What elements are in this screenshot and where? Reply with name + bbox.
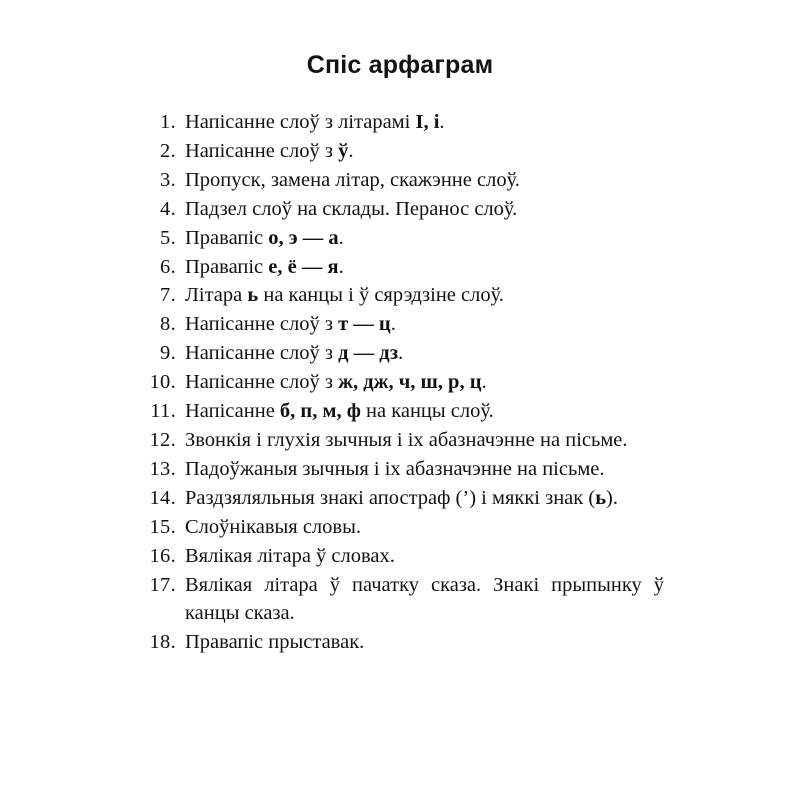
- emphasised-letters: ь: [247, 284, 259, 307]
- list-item-number: 17.: [149, 573, 176, 596]
- text-run: Звонкія і глухія зычныя і іх абазначэнне на пісьме.: [185, 428, 628, 451]
- text-run: .: [481, 371, 487, 394]
- list-item-number: 15.: [149, 515, 176, 538]
- list-item: [136, 108, 664, 137]
- list-item-number: 2.: [160, 139, 176, 162]
- text-run: .: [348, 139, 354, 162]
- list-item-text: [185, 166, 664, 195]
- list-item-number: 3.: [160, 168, 176, 191]
- emphasised-letters: ь: [595, 486, 607, 509]
- list-item-text: [185, 397, 664, 426]
- list-item-text: [185, 513, 664, 542]
- list-item: [136, 542, 664, 571]
- text-run: Напісанне слоў з літарамі: [185, 111, 416, 133]
- text-run: Напісанне слоў з: [185, 313, 339, 336]
- list-item-number: 13.: [149, 457, 176, 480]
- list-item: [136, 571, 664, 629]
- text-run: Літара: [185, 284, 248, 307]
- list-item-number: 4.: [160, 197, 176, 220]
- list-item-number: 16.: [149, 544, 176, 567]
- list-item-text: [185, 195, 664, 224]
- list-item-number: 10.: [149, 371, 176, 394]
- list-item: [136, 166, 664, 195]
- text-run: Падзел слоў на склады. Перанос слоў.: [185, 197, 518, 220]
- list-item-number: 1.: [160, 111, 176, 133]
- list-item: [136, 484, 664, 513]
- text-run: Напісанне: [185, 400, 280, 423]
- list-item: [136, 368, 664, 397]
- text-run: .: [439, 111, 445, 133]
- text-run: Раздзяляльныя знакі апостраф (’) і мяккі знак (: [185, 486, 596, 509]
- list-item-text: [185, 484, 664, 513]
- list-item-number: 5.: [160, 226, 176, 249]
- list-item-text: [185, 368, 664, 397]
- list-item-text: [185, 628, 664, 657]
- text-run: .: [398, 342, 404, 365]
- list-item-number: 12.: [149, 428, 176, 451]
- list-item-number: 7.: [160, 284, 176, 307]
- emphasised-letters: ў: [338, 139, 349, 162]
- list-item-text: [185, 224, 664, 253]
- list-item-text: [185, 571, 664, 629]
- text-run: .: [390, 313, 396, 336]
- list-item-number: 8.: [160, 313, 176, 336]
- emphasised-letters: т — ц: [338, 313, 391, 336]
- text-run: Вялікая літара ў пачатку сказа. Знакі прыпынку ў канцы сказа.: [185, 573, 664, 625]
- emphasised-letters: ж, дж, ч, ш, р, ц: [338, 371, 482, 394]
- list-item-number: 18.: [149, 631, 176, 654]
- text-run: Вялікая літара ў словах.: [185, 544, 395, 567]
- list-item: [136, 513, 664, 542]
- list-item: [136, 339, 664, 368]
- text-run: .: [338, 226, 344, 249]
- text-run: Правапіс: [185, 226, 269, 249]
- text-run: Правапіс: [185, 255, 269, 278]
- text-run: Слоўнікавыя словы.: [185, 515, 361, 538]
- list-item-text: [185, 281, 664, 310]
- emphasised-letters: I, i: [415, 111, 440, 133]
- text-run: Напісанне слоў з: [185, 342, 339, 365]
- text-run: на канцы слоў.: [360, 400, 494, 423]
- list-item: [136, 224, 664, 253]
- list-item-text: [185, 426, 664, 455]
- text-run: .: [338, 255, 344, 278]
- list-item-number: 9.: [160, 342, 176, 365]
- text-run: Напісанне слоў з: [185, 371, 339, 394]
- list-item: [136, 281, 664, 310]
- list-item-text: [185, 455, 664, 484]
- list-item-number: 6.: [160, 255, 176, 278]
- text-run: ).: [606, 486, 618, 509]
- text-run: Правапіс прыставак.: [185, 631, 365, 654]
- list-item-text: [185, 137, 664, 166]
- emphasised-letters: д — дз: [338, 342, 399, 365]
- page-title: Спіс арфаграм: [306, 51, 494, 79]
- list-item-text: [185, 542, 664, 571]
- list-item-number: 11.: [150, 400, 176, 423]
- text-run: на канцы і ў сярэдзіне слоў.: [258, 284, 504, 307]
- list-item: [136, 195, 664, 224]
- text-run: Напісанне слоў з: [185, 139, 339, 162]
- list-item-text: [185, 253, 664, 282]
- list-item: [136, 253, 664, 282]
- list-item: [136, 310, 664, 339]
- list-item: [136, 628, 664, 657]
- text-run: Падоўжаныя зычныя і іх абазначэнне на пісьме.: [185, 457, 605, 480]
- list-item-text: [185, 339, 664, 368]
- orthogram-list: [136, 108, 664, 657]
- list-item-number: 14.: [149, 486, 176, 509]
- text-run: Пропуск, замена літар, скажэнне слоў.: [185, 168, 520, 191]
- list-item-text: [185, 310, 664, 339]
- emphasised-letters: б, п, м, ф: [279, 400, 361, 423]
- list-item: [136, 426, 664, 455]
- emphasised-letters: е, ё — я: [268, 255, 339, 278]
- list-item: [136, 137, 664, 166]
- list-item: [136, 397, 664, 426]
- list-item-text: [185, 108, 664, 137]
- list-item: [136, 455, 664, 484]
- emphasised-letters: о, э — а: [268, 226, 339, 249]
